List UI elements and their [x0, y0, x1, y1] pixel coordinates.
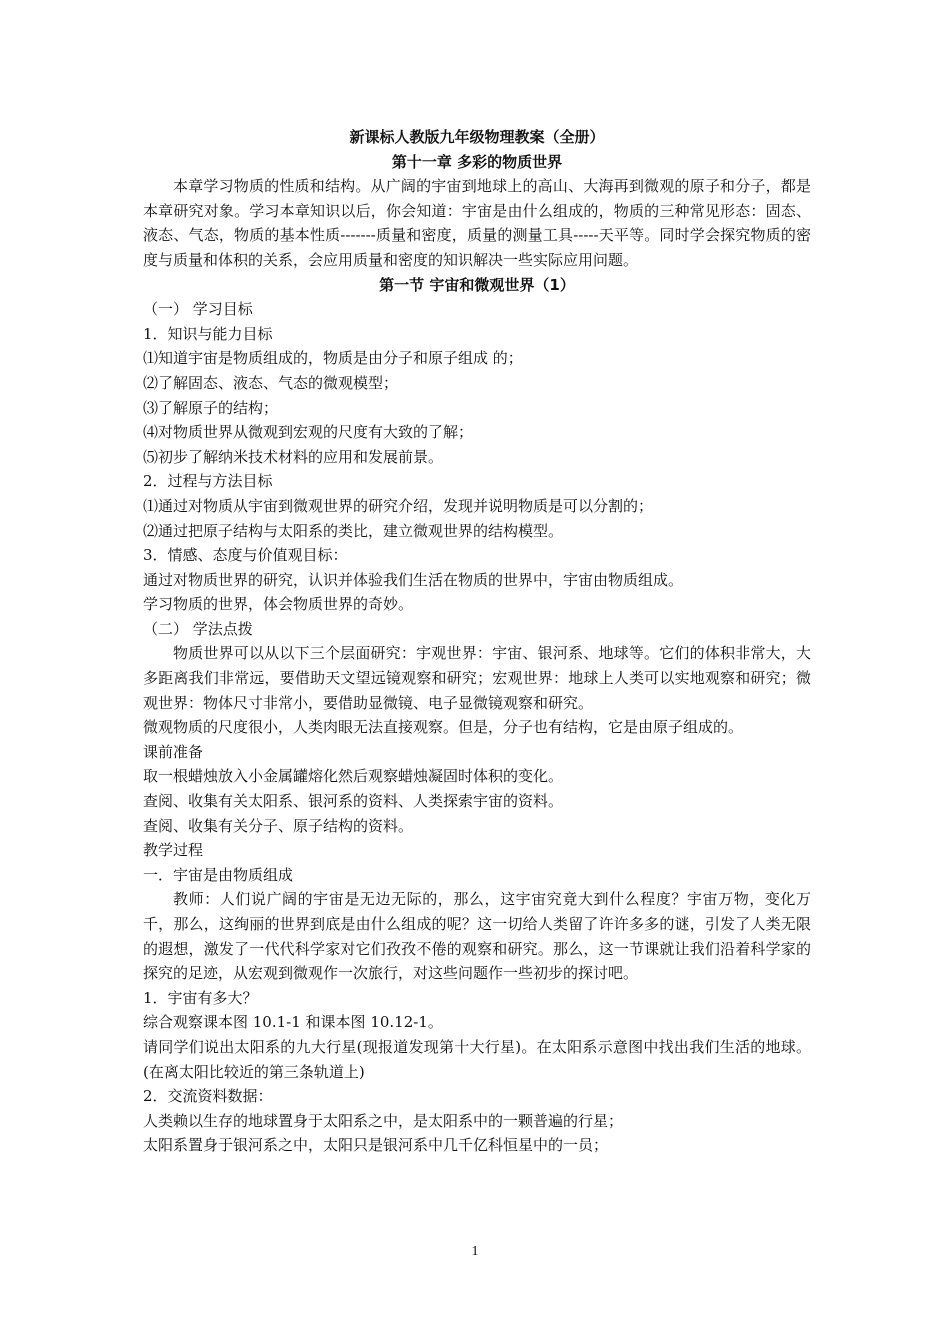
paragraph: 教学过程	[143, 841, 204, 860]
paragraph: 学习物质的世界，体会物质世界的奇妙。	[143, 595, 414, 614]
paragraph: 2．过程与方法目标	[143, 472, 273, 491]
paragraph: ⑴通过对物质从宇宙到微观世界的研究介绍，发现并说明物质是可以分割的；	[143, 496, 654, 515]
paragraph: 物质世界可以从以下三个层面研究：宇观世界：宇宙、银河系、地球等。它们的体积非常大，大多距离我们非常远，要借助天文望远镜观察和研究；宏观世界：地球上人类可以实地观察和研究；微观世界：物体尺寸非常小，要借助显微镜、电子显微镜观察和研究。	[143, 644, 811, 712]
paragraph: （一） 学习目标	[143, 300, 253, 319]
section-body	[143, 297, 811, 1158]
paragraph: 查阅、收集有关太阳系、银河系的资料、人类探索宇宙的资料。	[143, 792, 564, 811]
paragraph: 一．宇宙是由物质组成	[143, 865, 294, 884]
section-title: 第一节 宇宙和微观世界（1）	[379, 275, 575, 294]
paragraph: ⑸初步了解纳米技术材料的应用和发展前景。	[143, 447, 444, 466]
paragraph: 1．宇宙有多大？	[143, 988, 258, 1007]
paragraph: （二） 学法点拨	[143, 619, 253, 638]
chapter-intro: 本章学习物质的性质和结构。从广阔的宇宙到地球上的高山、大海再到微观的原子和分子，都是本章研究对象。学习本章知识以后，你会知道：宇宙是由什么组成的，物质的三种常见形态：固态、液态、气态，物质的基本性质-------质量和密度，质量的测量工具-----天平等。同时学会探究物质的密度与质量和体积的关系，会应用质量和密度的知识解决一些实际应用问题。	[143, 177, 811, 269]
paragraph: 请同学们说出太阳系的九大行星(现报道发现第十大行星)。在太阳系示意图中找出我们生活的地球。(在离太阳比较近的第三条轨道上)	[143, 1037, 811, 1081]
paragraph: ⑵了解固态、液态、气态的微观模型；	[143, 373, 399, 392]
paragraph: 2．交流资料数据：	[143, 1087, 273, 1106]
paragraph: 1．知识与能力目标	[143, 324, 273, 343]
paragraph: ⑶了解原子的结构；	[143, 398, 279, 417]
page-number: 1	[471, 1244, 479, 1259]
paragraph: 太阳系置身于银河系之中，太阳只是银河系中几千亿科恒星中的一员；	[143, 1136, 609, 1155]
paragraph: 微观物质的尺度很小，人类肉眼无法直接观察。但是，分子也有结构，它是由原子组成的。	[143, 718, 744, 737]
paragraph: 人类赖以生存的地球置身于太阳系之中，是太阳系中的一颗普遍的行星；	[143, 1111, 624, 1130]
page-content	[143, 125, 811, 1158]
paragraph: ⑷对物质世界从微观到宏观的尺度有大致的了解；	[143, 423, 474, 442]
paragraph: 教师：人们说广阔的宇宙是无边无际的，那么，这宇宙究竟大到什么程度？宇宙万物，变化万千，那么，这绚丽的世界到底是由什么组成的呢？这一切给人类留了许许多多的谜，引发了人类无限的遐想，激发了一代代科学家对它们孜孜不倦的观察和研究。那么，这一节课就让我们沿着科学家的探究的足迹，从宏观到微观作一次旅行，对这些问题作一些初步的探讨吧。	[143, 890, 811, 983]
paragraph: 3．情感、态度与价值观目标：	[143, 546, 348, 565]
paragraph: ⑵通过把原子结构与太阳系的类比，建立微观世界的结构模型。	[143, 521, 564, 540]
paragraph: 课前准备	[143, 742, 204, 761]
paragraph: 综合观察课本图 10.1-1 和课本图 10.12-1。	[143, 1013, 443, 1032]
paragraph: 取一根蜡烛放入小金属罐熔化然后观察蜡烛凝固时体积的变化。	[143, 767, 564, 786]
paragraph: 通过对物质世界的研究，认识并体验我们生活在物质的世界中，宇宙由物质组成。	[143, 570, 684, 589]
document-title: 新课标人教版九年级物理教案（全册）	[349, 128, 605, 146]
paragraph: ⑴知道宇宙是物质组成的，物质是由分子和原子组成 的；	[143, 349, 523, 368]
paragraph: 查阅、收集有关分子、原子结构的资料。	[143, 816, 414, 835]
chapter-title: 第十一章 多彩的物质世界	[391, 152, 563, 171]
